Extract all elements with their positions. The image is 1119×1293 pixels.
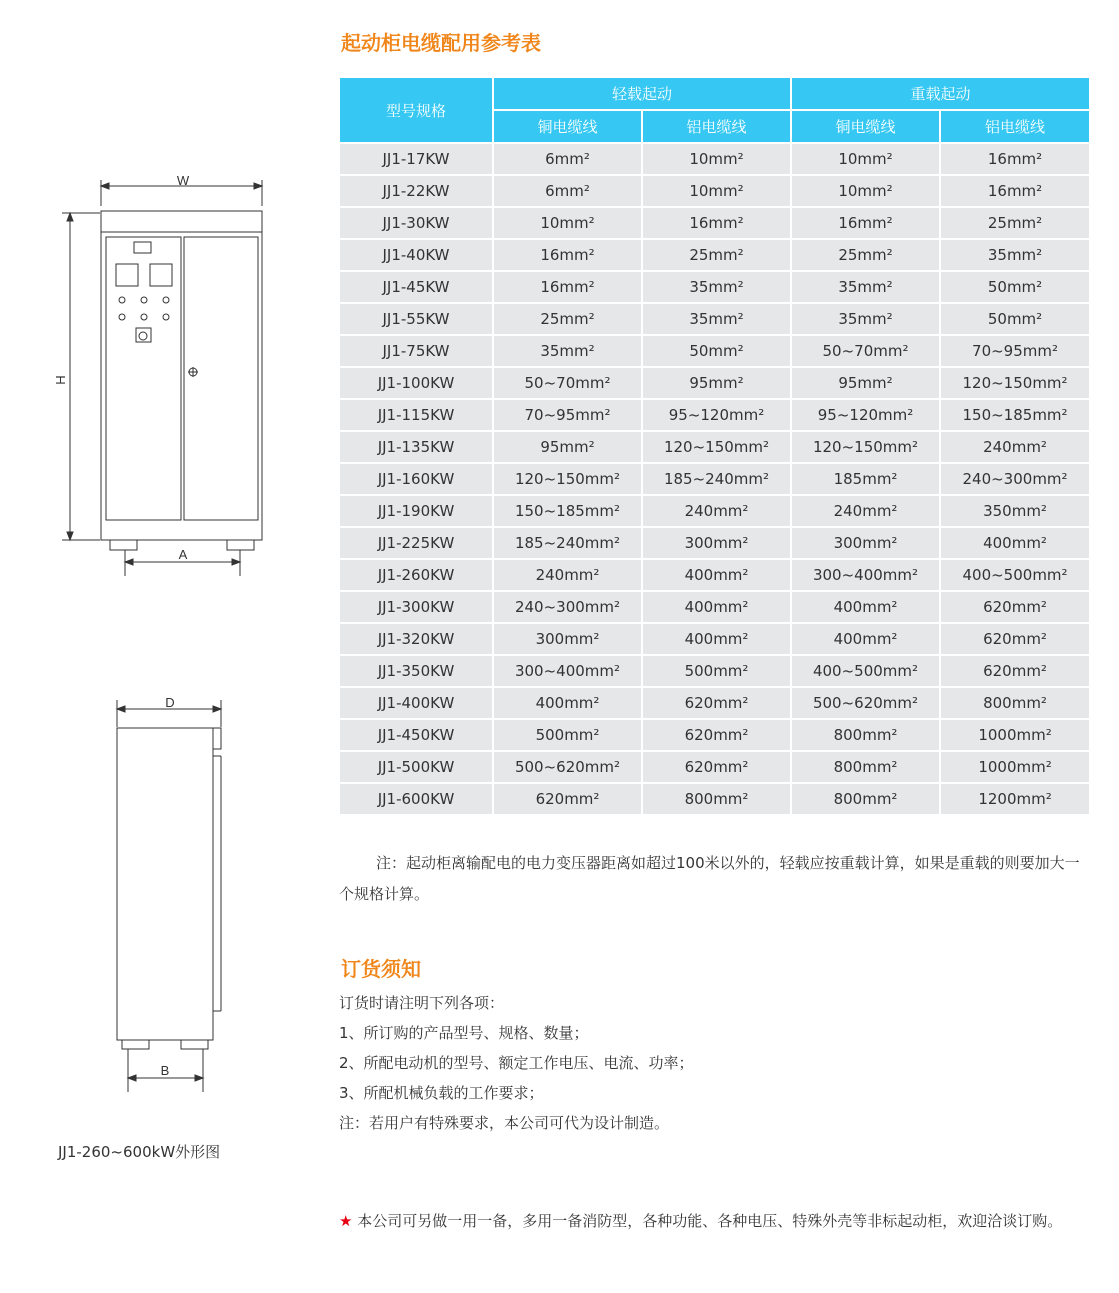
cable-size-cell: 620mm²	[643, 688, 792, 720]
cable-size-cell: 16mm²	[941, 176, 1089, 208]
cable-size-cell: 800mm²	[941, 688, 1089, 720]
model-cell: JJ1-500KW	[340, 752, 494, 784]
cable-size-cell: 35mm²	[643, 272, 792, 304]
cable-size-cell: 50~70mm²	[792, 336, 941, 368]
cable-size-cell: 150~185mm²	[494, 496, 643, 528]
cable-size-cell: 620mm²	[941, 592, 1089, 624]
model-cell: JJ1-300KW	[340, 592, 494, 624]
cable-size-cell: 300~400mm²	[494, 656, 643, 688]
dim-d-label: D	[165, 695, 175, 710]
cable-size-cell: 10mm²	[792, 144, 941, 176]
model-cell: JJ1-40KW	[340, 240, 494, 272]
model-cell: JJ1-600KW	[340, 784, 494, 816]
cable-size-cell: 300mm²	[792, 528, 941, 560]
cable-size-cell: 500mm²	[494, 720, 643, 752]
table-row	[340, 528, 1089, 560]
cable-size-cell: 16mm²	[941, 144, 1089, 176]
table-row	[340, 464, 1089, 496]
cable-size-cell: 800mm²	[792, 752, 941, 784]
cable-size-cell: 1200mm²	[941, 784, 1089, 816]
cable-size-cell: 620mm²	[494, 784, 643, 816]
cable-size-cell: 10mm²	[494, 208, 643, 240]
cable-size-cell: 620mm²	[643, 720, 792, 752]
table-row	[340, 688, 1089, 720]
cable-size-cell: 300~400mm²	[792, 560, 941, 592]
cable-size-cell: 1000mm²	[941, 752, 1089, 784]
table-row	[340, 272, 1089, 304]
cable-size-cell: 400mm²	[792, 624, 941, 656]
order-item: 2、所配电动机的型号、额定工作电压、电流、功率；	[339, 1054, 694, 1072]
cable-size-cell: 240mm²	[643, 496, 792, 528]
cable-size-cell: 185~240mm²	[494, 528, 643, 560]
order-intro: 订货时请注明下列各项：	[339, 994, 505, 1012]
order-title: 订货须知	[341, 957, 421, 981]
table-row	[340, 208, 1089, 240]
table-row	[340, 368, 1089, 400]
cable-size-cell: 16mm²	[494, 240, 643, 272]
header-light-start: 轻载起动	[494, 78, 792, 111]
page-title: 起动柜电缆配用参考表	[341, 31, 541, 55]
model-cell: JJ1-55KW	[340, 304, 494, 336]
cable-size-cell: 620mm²	[643, 752, 792, 784]
cable-size-cell: 6mm²	[494, 176, 643, 208]
table-row	[340, 144, 1089, 176]
star-icon: ★	[339, 1212, 353, 1230]
cable-size-cell: 70~95mm²	[494, 400, 643, 432]
cable-size-cell: 120~150mm²	[941, 368, 1089, 400]
cable-size-cell: 16mm²	[792, 208, 941, 240]
model-cell: JJ1-45KW	[340, 272, 494, 304]
header-heavy-copper: 铜电缆线	[792, 111, 941, 144]
model-cell: JJ1-400KW	[340, 688, 494, 720]
table-row	[340, 496, 1089, 528]
model-cell: JJ1-75KW	[340, 336, 494, 368]
cable-size-cell: 70~95mm²	[941, 336, 1089, 368]
cable-size-cell: 150~185mm²	[941, 400, 1089, 432]
cable-size-cell: 400~500mm²	[941, 560, 1089, 592]
drawing-caption: JJ1-260~600kW外形图	[58, 1143, 221, 1161]
cable-size-cell: 25mm²	[494, 304, 643, 336]
cable-size-cell: 10mm²	[643, 144, 792, 176]
cable-size-cell: 185mm²	[792, 464, 941, 496]
table-row	[340, 720, 1089, 752]
order-item: 3、所配机械负载的工作要求；	[339, 1084, 544, 1102]
dim-w-label: W	[176, 173, 190, 188]
table-row	[340, 624, 1089, 656]
cable-size-cell: 185~240mm²	[643, 464, 792, 496]
cable-size-cell: 300mm²	[643, 528, 792, 560]
star-note-text: 本公司可另做一用一备，多用一备消防型，各种功能、各种电压、特殊外壳等非标起动柜，欢迎洽谈订购。	[357, 1212, 1063, 1230]
cable-size-cell: 50mm²	[941, 272, 1089, 304]
cable-size-cell: 10mm²	[792, 176, 941, 208]
side-view-drawing	[0, 680, 300, 1100]
cable-size-cell: 95mm²	[494, 432, 643, 464]
cable-size-cell: 300mm²	[494, 624, 643, 656]
header-light-aluminum: 铝电缆线	[643, 111, 792, 144]
cable-size-cell: 95mm²	[792, 368, 941, 400]
star-note	[339, 1206, 1119, 1236]
cable-size-cell: 25mm²	[792, 240, 941, 272]
header-model: 型号规格	[340, 78, 494, 144]
model-cell: JJ1-17KW	[340, 144, 494, 176]
cable-size-cell: 25mm²	[941, 208, 1089, 240]
model-cell: JJ1-100KW	[340, 368, 494, 400]
table-row	[340, 432, 1089, 464]
cable-size-cell: 6mm²	[494, 144, 643, 176]
table-row	[340, 304, 1089, 336]
cable-table	[340, 78, 1089, 816]
model-cell: JJ1-450KW	[340, 720, 494, 752]
table-note: 注：起动柜离输配电的电力变压器距离如超过100米以外的，轻载应按重载计算，如果是重载的则要加大一个规格计算。	[339, 854, 1080, 903]
cable-size-cell: 400mm²	[941, 528, 1089, 560]
model-cell: JJ1-22KW	[340, 176, 494, 208]
cable-size-cell: 16mm²	[643, 208, 792, 240]
order-item: 1、所订购的产品型号、规格、数量；	[339, 1024, 589, 1042]
cable-size-cell: 500~620mm²	[494, 752, 643, 784]
dim-h-label: H	[53, 375, 68, 385]
cable-size-cell: 50mm²	[643, 336, 792, 368]
order-list	[339, 988, 1039, 1138]
table-row	[340, 784, 1089, 816]
table-row	[340, 176, 1089, 208]
dim-b-label: B	[160, 1063, 170, 1078]
cable-size-cell: 240mm²	[941, 432, 1089, 464]
model-cell: JJ1-160KW	[340, 464, 494, 496]
cable-size-cell: 35mm²	[792, 304, 941, 336]
cable-size-cell: 50mm²	[941, 304, 1089, 336]
header-light-copper: 铜电缆线	[494, 111, 643, 144]
cable-size-cell: 95~120mm²	[643, 400, 792, 432]
model-cell: JJ1-350KW	[340, 656, 494, 688]
cable-size-cell: 35mm²	[792, 272, 941, 304]
cable-size-cell: 120~150mm²	[494, 464, 643, 496]
table-body	[340, 144, 1089, 816]
model-cell: JJ1-115KW	[340, 400, 494, 432]
cable-size-cell: 350mm²	[941, 496, 1089, 528]
model-cell: JJ1-30KW	[340, 208, 494, 240]
cable-size-cell: 50~70mm²	[494, 368, 643, 400]
cable-size-cell: 16mm²	[494, 272, 643, 304]
cable-size-cell: 400~500mm²	[792, 656, 941, 688]
model-cell: JJ1-135KW	[340, 432, 494, 464]
cable-size-cell: 620mm²	[941, 624, 1089, 656]
table-row	[340, 336, 1089, 368]
cable-size-cell: 120~150mm²	[643, 432, 792, 464]
table-row	[340, 240, 1089, 272]
table-row	[340, 400, 1089, 432]
cable-size-cell: 35mm²	[494, 336, 643, 368]
cable-size-cell: 95mm²	[643, 368, 792, 400]
cable-size-cell: 1000mm²	[941, 720, 1089, 752]
cable-size-cell: 400mm²	[643, 624, 792, 656]
cable-size-cell: 500mm²	[643, 656, 792, 688]
cable-size-cell: 620mm²	[941, 656, 1089, 688]
cable-size-cell: 400mm²	[494, 688, 643, 720]
front-view-drawing	[0, 0, 300, 600]
cable-size-cell: 35mm²	[941, 240, 1089, 272]
table-row	[340, 656, 1089, 688]
order-item: 注：若用户有特殊要求，本公司可代为设计制造。	[339, 1114, 670, 1132]
header-heavy-start: 重载起动	[792, 78, 1089, 111]
table-row	[340, 752, 1089, 784]
cable-size-cell: 95~120mm²	[792, 400, 941, 432]
cable-size-cell: 400mm²	[643, 560, 792, 592]
dim-a-label: A	[178, 547, 188, 562]
cable-size-cell: 500~620mm²	[792, 688, 941, 720]
model-cell: JJ1-260KW	[340, 560, 494, 592]
cable-size-cell: 25mm²	[643, 240, 792, 272]
model-cell: JJ1-190KW	[340, 496, 494, 528]
cable-size-cell: 800mm²	[643, 784, 792, 816]
cable-size-cell: 240mm²	[792, 496, 941, 528]
cable-size-cell: 35mm²	[643, 304, 792, 336]
cable-size-cell: 120~150mm²	[792, 432, 941, 464]
table-row	[340, 560, 1089, 592]
model-cell: JJ1-320KW	[340, 624, 494, 656]
cable-size-cell: 240mm²	[494, 560, 643, 592]
cable-size-cell: 400mm²	[792, 592, 941, 624]
cable-size-cell: 800mm²	[792, 720, 941, 752]
table-row	[340, 592, 1089, 624]
cable-size-cell: 400mm²	[643, 592, 792, 624]
header-heavy-aluminum: 铝电缆线	[941, 111, 1089, 144]
cable-size-cell: 10mm²	[643, 176, 792, 208]
cable-size-cell: 240~300mm²	[941, 464, 1089, 496]
model-cell: JJ1-225KW	[340, 528, 494, 560]
cable-size-cell: 240~300mm²	[494, 592, 643, 624]
cable-size-cell: 800mm²	[792, 784, 941, 816]
